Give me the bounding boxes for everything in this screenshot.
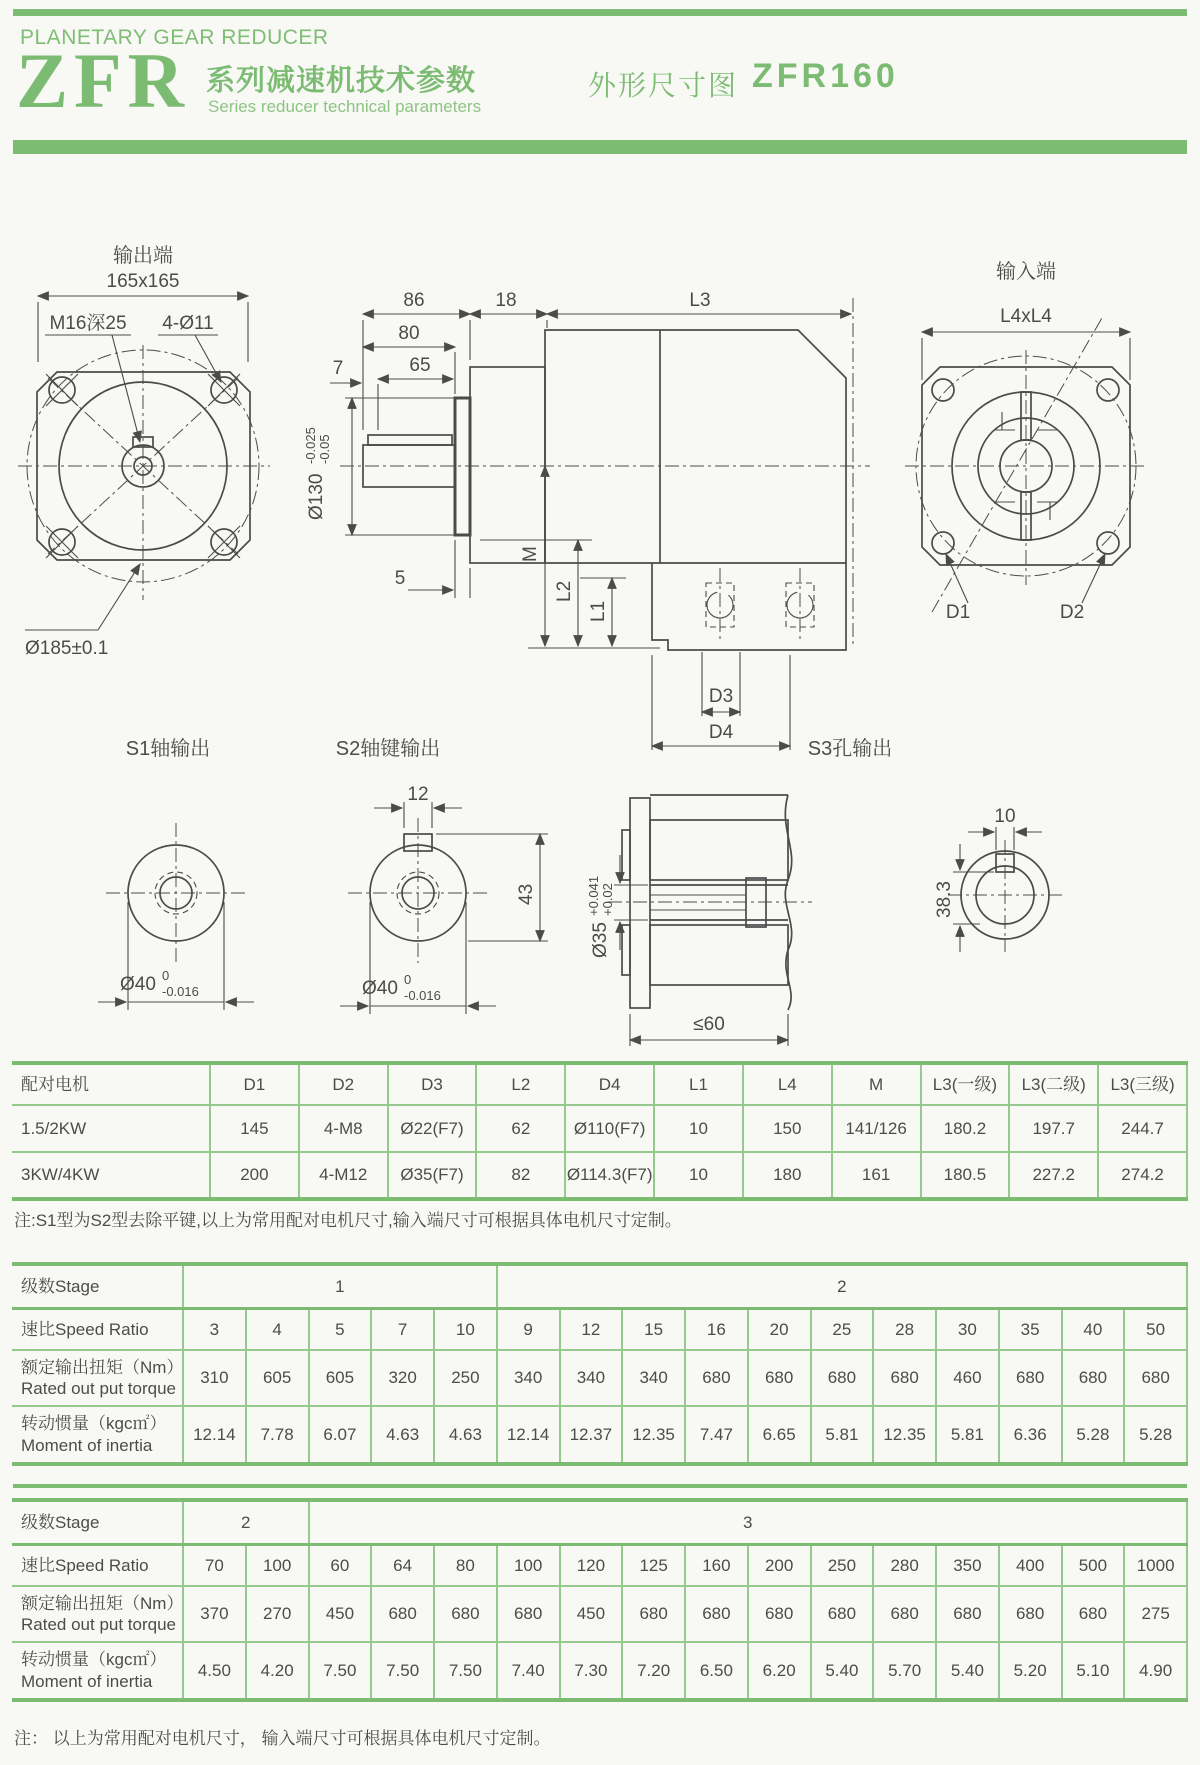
speed-ratio-value: 5 bbox=[309, 1308, 372, 1350]
motor-cell: 161 bbox=[832, 1152, 921, 1199]
series-logo: ZFR bbox=[16, 37, 190, 124]
svg-text:7: 7 bbox=[332, 358, 344, 379]
motor-cell: Ø35(F7) bbox=[388, 1152, 477, 1199]
s3-end-view bbox=[808, 737, 1062, 952]
motor-cell: 10 bbox=[654, 1105, 743, 1152]
svg-text:10: 10 bbox=[994, 806, 1016, 827]
inertia-value: 7.20 bbox=[622, 1642, 685, 1700]
motor-cell: 1.5/2KW bbox=[12, 1105, 210, 1152]
inertia-value: 5.81 bbox=[811, 1406, 874, 1464]
motor-col-header: L3(一级) bbox=[921, 1063, 1010, 1105]
motor-cell: 197.7 bbox=[1009, 1105, 1098, 1152]
speed-ratio-label: 速比Speed Ratio bbox=[12, 1308, 183, 1350]
inertia-value: 5.40 bbox=[936, 1642, 999, 1700]
svg-text:18: 18 bbox=[495, 290, 517, 311]
torque-value: 605 bbox=[246, 1350, 309, 1406]
s1-dia-label bbox=[120, 968, 199, 999]
inertia-row bbox=[12, 1642, 1187, 1700]
speed-ratio-value: 3 bbox=[183, 1308, 246, 1350]
speed-ratio-value: 50 bbox=[1124, 1308, 1187, 1350]
pilot-dia-label: Ø185±0.1 bbox=[25, 638, 109, 659]
speed-ratio-value: 100 bbox=[497, 1544, 560, 1586]
ratio-table-stage-2-3 bbox=[12, 1498, 1188, 1702]
inertia-value: 6.65 bbox=[748, 1406, 811, 1464]
input-end-view bbox=[905, 260, 1148, 623]
inertia-value: 5.10 bbox=[1062, 1642, 1125, 1700]
torque-value: 340 bbox=[497, 1350, 560, 1406]
s1-view bbox=[98, 737, 254, 1010]
motor-cell: 141/126 bbox=[832, 1105, 921, 1152]
speed-ratio-value: 80 bbox=[434, 1544, 497, 1586]
s2-dia-label bbox=[362, 972, 441, 1003]
inertia-value: 5.28 bbox=[1124, 1406, 1187, 1464]
ratio-table-2-wrap bbox=[12, 1498, 1188, 1702]
svg-text:D4: D4 bbox=[708, 722, 734, 743]
page-title-en: Series reducer technical parameters bbox=[208, 97, 482, 116]
foot-screws bbox=[706, 568, 814, 642]
motor-cell: 4-M12 bbox=[299, 1152, 388, 1199]
motor-table-header-row bbox=[12, 1063, 1187, 1105]
output-end-view bbox=[18, 244, 270, 659]
inertia-label bbox=[12, 1406, 183, 1464]
inertia-value: 7.47 bbox=[685, 1406, 748, 1464]
motor-cell: 145 bbox=[210, 1105, 299, 1152]
speed-ratio-value: 20 bbox=[748, 1308, 811, 1350]
svg-text:-0.025: -0.025 bbox=[303, 427, 318, 464]
stage-label: 级数Stage bbox=[12, 1500, 183, 1544]
stage-value: 1 bbox=[183, 1264, 497, 1308]
s2-view bbox=[336, 737, 548, 1014]
inertia-value: 7.50 bbox=[309, 1642, 372, 1700]
torque-value: 310 bbox=[183, 1350, 246, 1406]
eyebrow-title: PLANETARY GEAR REDUCER bbox=[20, 26, 329, 49]
inertia-label-cn: 转动惯量（kgc㎡） bbox=[21, 1414, 167, 1434]
speed-ratio-value: 40 bbox=[1062, 1308, 1125, 1350]
motor-cell: 274.2 bbox=[1098, 1152, 1187, 1199]
inertia-value: 7.40 bbox=[497, 1642, 560, 1700]
svg-text:输出端: 输出端 bbox=[113, 245, 173, 267]
svg-text:L1: L1 bbox=[588, 600, 609, 622]
svg-text:Ø130: Ø130 bbox=[306, 473, 327, 520]
torque-label-cn: 额定输出扭矩（Nm） bbox=[21, 1593, 184, 1613]
torque-value: 680 bbox=[811, 1350, 874, 1406]
inertia-value: 6.07 bbox=[309, 1406, 372, 1464]
motor-cell: 82 bbox=[476, 1152, 565, 1199]
torque-value: 320 bbox=[371, 1350, 434, 1406]
speed-ratio-label: 速比Speed Ratio bbox=[12, 1544, 183, 1586]
motor-cell: 10 bbox=[654, 1152, 743, 1199]
inertia-value: 5.20 bbox=[999, 1642, 1062, 1700]
inertia-value: 7.50 bbox=[371, 1642, 434, 1700]
svg-text:L4xL4: L4xL4 bbox=[1000, 306, 1052, 327]
svg-text:-0.016: -0.016 bbox=[162, 984, 199, 999]
torque-value: 680 bbox=[999, 1350, 1062, 1406]
motor-cell: 227.2 bbox=[1009, 1152, 1098, 1199]
dimension-drawing-label: 外形尺寸图 bbox=[588, 70, 739, 101]
s3-section-view bbox=[586, 795, 812, 1046]
svg-text:D3: D3 bbox=[708, 686, 734, 707]
motor-col-header: D4 bbox=[565, 1063, 654, 1105]
torque-value: 275 bbox=[1124, 1586, 1187, 1642]
svg-text:0: 0 bbox=[404, 972, 412, 987]
tap-label: M16深25 bbox=[49, 313, 127, 334]
motor-cell: 180.2 bbox=[921, 1105, 1010, 1152]
stage-label: 级数Stage bbox=[12, 1264, 183, 1308]
torque-value: 680 bbox=[748, 1586, 811, 1642]
svg-text:S2轴键输出: S2轴键输出 bbox=[335, 738, 441, 760]
inertia-value: 4.90 bbox=[1124, 1642, 1187, 1700]
svg-text:Ø35: Ø35 bbox=[590, 922, 611, 958]
svg-text:M: M bbox=[520, 546, 541, 562]
inertia-label-en: Moment of inertia bbox=[21, 1671, 153, 1691]
torque-value: 340 bbox=[560, 1350, 623, 1406]
motor-col-header: L1 bbox=[654, 1063, 743, 1105]
torque-value: 460 bbox=[936, 1350, 999, 1406]
svg-text:0: 0 bbox=[162, 968, 170, 983]
speed-ratio-value: 12 bbox=[560, 1308, 623, 1350]
motor-col-header: L4 bbox=[743, 1063, 832, 1105]
speed-ratio-value: 250 bbox=[811, 1544, 874, 1586]
svg-text:43: 43 bbox=[516, 883, 537, 905]
torque-value: 680 bbox=[873, 1350, 936, 1406]
torque-value: 680 bbox=[873, 1586, 936, 1642]
top-accent-bar bbox=[13, 9, 1187, 16]
motor-cell: 3KW/4KW bbox=[12, 1152, 210, 1199]
torque-value: 605 bbox=[309, 1350, 372, 1406]
torque-label-en: Rated out put torque bbox=[21, 1615, 177, 1634]
torque-value: 680 bbox=[685, 1350, 748, 1406]
table-divider-bar bbox=[13, 1484, 1187, 1488]
inertia-label-cn: 转动惯量（kgc㎡） bbox=[21, 1650, 167, 1670]
motor-table-wrap bbox=[12, 1061, 1188, 1201]
torque-value: 450 bbox=[560, 1586, 623, 1642]
speed-ratio-value: 160 bbox=[685, 1544, 748, 1586]
svg-text:165x165: 165x165 bbox=[106, 271, 180, 292]
stage-value: 2 bbox=[183, 1500, 309, 1544]
speed-ratio-value: 30 bbox=[936, 1308, 999, 1350]
stage-value: 2 bbox=[497, 1264, 1187, 1308]
svg-text:-0.016: -0.016 bbox=[404, 988, 441, 1003]
torque-row bbox=[12, 1350, 1187, 1406]
motor-cell: Ø114.3(F7) bbox=[565, 1152, 654, 1199]
header-divider-bar bbox=[13, 140, 1187, 154]
speed-ratio-value: 1000 bbox=[1124, 1544, 1187, 1586]
svg-text:L2: L2 bbox=[554, 580, 575, 602]
inertia-label bbox=[12, 1642, 183, 1700]
svg-text:≤60: ≤60 bbox=[693, 1014, 725, 1035]
svg-text:38.3: 38.3 bbox=[934, 881, 955, 918]
torque-label-cn: 额定输出扭矩（Nm） bbox=[21, 1357, 184, 1377]
svg-text:12: 12 bbox=[407, 784, 429, 805]
svg-text:S1轴输出: S1轴输出 bbox=[125, 738, 211, 760]
torque-value: 680 bbox=[685, 1586, 748, 1642]
speed-ratio-value: 100 bbox=[246, 1544, 309, 1586]
motor-table-note: 注:S1型为S2型去除平键,以上为常用配对电机尺寸,输入端尺寸可根据具体电机尺寸定制。 bbox=[14, 1211, 682, 1230]
inertia-value: 4.50 bbox=[183, 1642, 246, 1700]
torque-value: 680 bbox=[999, 1586, 1062, 1642]
motor-col-header: L3(三级) bbox=[1098, 1063, 1187, 1105]
motor-cell: 62 bbox=[476, 1105, 565, 1152]
torque-value: 680 bbox=[434, 1586, 497, 1642]
svg-text:S3孔输出: S3孔输出 bbox=[807, 738, 893, 760]
ratio-table-stage-1-2 bbox=[12, 1262, 1188, 1466]
svg-text:D2: D2 bbox=[1059, 602, 1085, 623]
inertia-value: 5.40 bbox=[811, 1642, 874, 1700]
torque-label-en: Rated out put torque bbox=[21, 1379, 177, 1398]
torque-value: 340 bbox=[622, 1350, 685, 1406]
speed-ratio-row bbox=[12, 1544, 1187, 1586]
footer-note: 注： 以上为常用配对电机尺寸， 输入端尺寸可根据具体电机尺寸定制。 bbox=[14, 1729, 551, 1748]
motor-cell: 150 bbox=[743, 1105, 832, 1152]
torque-value: 370 bbox=[183, 1586, 246, 1642]
motor-col-header: 配对电机 bbox=[12, 1063, 210, 1105]
torque-label bbox=[12, 1350, 183, 1406]
motor-col-header: M bbox=[832, 1063, 921, 1105]
speed-ratio-row bbox=[12, 1308, 1187, 1350]
motor-cell: 244.7 bbox=[1098, 1105, 1187, 1152]
svg-text:输入端: 输入端 bbox=[996, 261, 1056, 283]
motor-col-header: D3 bbox=[388, 1063, 477, 1105]
speed-ratio-value: 28 bbox=[873, 1308, 936, 1350]
stage-row bbox=[12, 1500, 1187, 1544]
torque-value: 680 bbox=[748, 1350, 811, 1406]
torque-value: 680 bbox=[622, 1586, 685, 1642]
svg-text:65: 65 bbox=[409, 355, 431, 376]
torque-value: 680 bbox=[1062, 1350, 1125, 1406]
torque-value: 680 bbox=[936, 1586, 999, 1642]
s3-bore-dia-label bbox=[586, 876, 615, 958]
speed-ratio-value: 120 bbox=[560, 1544, 623, 1586]
inertia-value: 6.20 bbox=[748, 1642, 811, 1700]
model-number: ZFR160 bbox=[752, 57, 899, 95]
motor-table-row bbox=[12, 1105, 1187, 1152]
speed-ratio-value: 15 bbox=[622, 1308, 685, 1350]
inertia-value: 6.50 bbox=[685, 1642, 748, 1700]
motor-cell: Ø22(F7) bbox=[388, 1105, 477, 1152]
torque-value: 270 bbox=[246, 1586, 309, 1642]
speed-ratio-value: 125 bbox=[622, 1544, 685, 1586]
svg-text:Ø40: Ø40 bbox=[362, 978, 398, 999]
inertia-value: 7.78 bbox=[246, 1406, 309, 1464]
spigot-dia-label bbox=[303, 427, 332, 520]
page-title-cn: 系列减速机技术参数 bbox=[206, 65, 477, 97]
speed-ratio-value: 60 bbox=[309, 1544, 372, 1586]
speed-ratio-value: 200 bbox=[748, 1544, 811, 1586]
side-view bbox=[303, 290, 870, 750]
stage-row bbox=[12, 1264, 1187, 1308]
torque-row bbox=[12, 1586, 1187, 1642]
svg-text:L3: L3 bbox=[689, 290, 711, 311]
svg-text:+0.041: +0.041 bbox=[586, 875, 601, 916]
inertia-value: 12.35 bbox=[873, 1406, 936, 1464]
svg-text:+0.02: +0.02 bbox=[600, 883, 615, 916]
inertia-value: 5.28 bbox=[1062, 1406, 1125, 1464]
motor-cell: 180.5 bbox=[921, 1152, 1010, 1199]
svg-text:5: 5 bbox=[394, 568, 406, 589]
inertia-value: 7.30 bbox=[560, 1642, 623, 1700]
inertia-value: 4.63 bbox=[371, 1406, 434, 1464]
motor-cell: 180 bbox=[743, 1152, 832, 1199]
holes-label: 4-Ø11 bbox=[162, 313, 214, 334]
motor-col-header: L2 bbox=[476, 1063, 565, 1105]
motor-col-header: D2 bbox=[299, 1063, 388, 1105]
speed-ratio-value: 9 bbox=[497, 1308, 560, 1350]
stage-value: 3 bbox=[309, 1500, 1188, 1544]
inertia-value: 12.37 bbox=[560, 1406, 623, 1464]
torque-value: 250 bbox=[434, 1350, 497, 1406]
torque-value: 680 bbox=[497, 1586, 560, 1642]
inertia-value: 5.70 bbox=[873, 1642, 936, 1700]
speed-ratio-value: 16 bbox=[685, 1308, 748, 1350]
torque-value: 680 bbox=[1062, 1586, 1125, 1642]
svg-text:-0.05: -0.05 bbox=[317, 434, 332, 464]
inertia-value: 12.14 bbox=[497, 1406, 560, 1464]
motor-table-row bbox=[12, 1152, 1187, 1199]
speed-ratio-value: 400 bbox=[999, 1544, 1062, 1586]
speed-ratio-value: 500 bbox=[1062, 1544, 1125, 1586]
svg-text:80: 80 bbox=[398, 323, 420, 344]
speed-ratio-value: 35 bbox=[999, 1308, 1062, 1350]
svg-text:D1: D1 bbox=[945, 602, 971, 623]
technical-drawing bbox=[12, 175, 1188, 1055]
motor-matching-table bbox=[12, 1061, 1188, 1201]
speed-ratio-value: 10 bbox=[434, 1308, 497, 1350]
svg-text:86: 86 bbox=[403, 290, 425, 311]
motor-cell: 200 bbox=[210, 1152, 299, 1199]
speed-ratio-value: 64 bbox=[371, 1544, 434, 1586]
ratio-table-1-wrap bbox=[12, 1262, 1188, 1466]
inertia-value: 12.14 bbox=[183, 1406, 246, 1464]
torque-label bbox=[12, 1586, 183, 1642]
speed-ratio-value: 70 bbox=[183, 1544, 246, 1586]
torque-value: 680 bbox=[371, 1586, 434, 1642]
inertia-label-en: Moment of inertia bbox=[21, 1435, 153, 1455]
speed-ratio-value: 350 bbox=[936, 1544, 999, 1586]
torque-value: 450 bbox=[309, 1586, 372, 1642]
inertia-value: 4.63 bbox=[434, 1406, 497, 1464]
motor-cell: Ø110(F7) bbox=[565, 1105, 654, 1152]
speed-ratio-value: 7 bbox=[371, 1308, 434, 1350]
svg-text:Ø40: Ø40 bbox=[120, 974, 156, 995]
speed-ratio-value: 4 bbox=[246, 1308, 309, 1350]
motor-col-header: L3(二级) bbox=[1009, 1063, 1098, 1105]
inertia-row bbox=[12, 1406, 1187, 1464]
torque-value: 680 bbox=[1124, 1350, 1187, 1406]
inertia-value: 5.81 bbox=[936, 1406, 999, 1464]
motor-col-header: D1 bbox=[210, 1063, 299, 1105]
inertia-value: 4.20 bbox=[246, 1642, 309, 1700]
inertia-value: 7.50 bbox=[434, 1642, 497, 1700]
speed-ratio-value: 25 bbox=[811, 1308, 874, 1350]
inertia-value: 6.36 bbox=[999, 1406, 1062, 1464]
torque-value: 680 bbox=[811, 1586, 874, 1642]
motor-cell: 4-M8 bbox=[299, 1105, 388, 1152]
inertia-value: 12.35 bbox=[622, 1406, 685, 1464]
speed-ratio-value: 280 bbox=[873, 1544, 936, 1586]
